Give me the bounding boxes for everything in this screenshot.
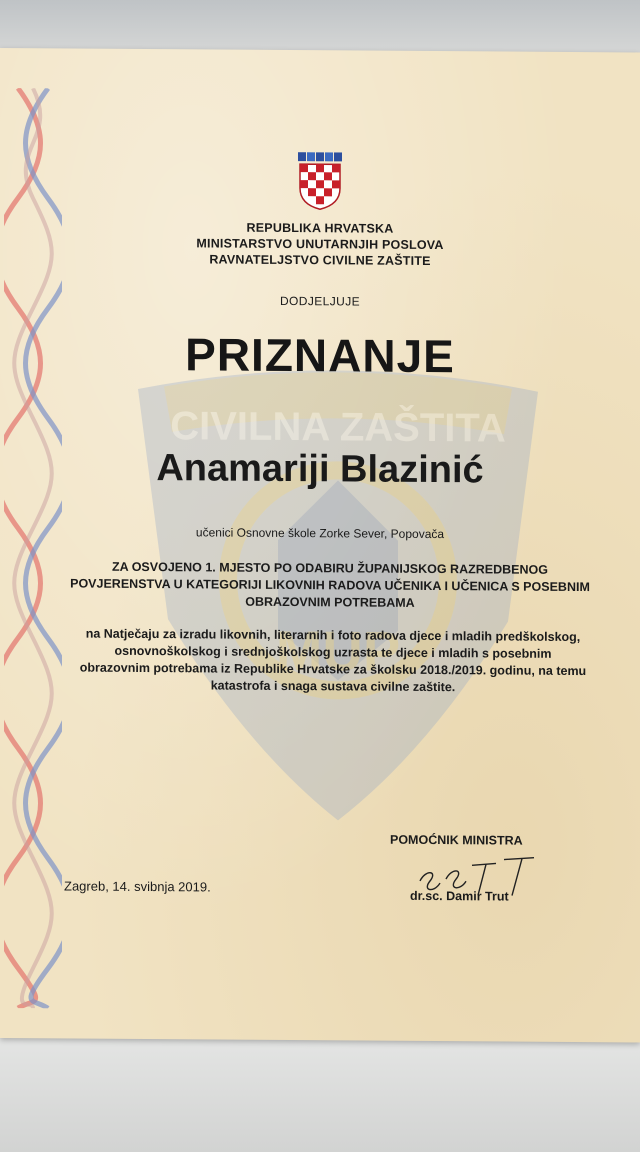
photo-backdrop-bottom	[0, 1035, 640, 1152]
recipient-school: učenici Osnovne škole Zorke Sever, Popovača	[195, 525, 445, 542]
issuer-line-directorate: RAVNATELJSTVO CIVILNE ZAŠTITE	[209, 252, 431, 269]
award-reason: ZA OSVOJENO 1. MJESTO PO ODABIRU ŽUPANIJSKOG RAZREDBENOG POVJERENSTVA U KATEGORIJI LIKOVNIH RADOVA UČENIKA I UČENICA S POSEBNIM OBRAZOVNIM POTREBAMA	[70, 559, 590, 610]
awards-label: DODJELJUJE	[279, 293, 360, 309]
recipient-name: Anamariji Blazinić	[156, 447, 484, 492]
issuer-line-republic: REPUBLIKA HRVATSKA	[246, 220, 394, 236]
croatian-coat-of-arms-icon	[296, 152, 344, 210]
braid-border-ornament	[4, 88, 62, 1008]
certificate-title: PRIZNANJE	[185, 328, 455, 383]
signer-role: POMOĆNIK MINISTRA	[390, 832, 523, 848]
certificate-sheet	[0, 48, 640, 1042]
issuer-line-ministry: MINISTARSTVO UNUTARNJIH POSLOVA	[196, 236, 444, 253]
competition-description: na Natječaju za izradu likovnih, literarnih i foto radova djece i mladih predškolskog, osnovnoškolskog i srednjoškolskog uzrasta te djece i mladih s posebnim obrazovnim potrebama iz Republike Hrvatske za školsku 2018./2019. godinu, na temu katastrofa i snaga sustava civilne zaštite.	[79, 626, 587, 695]
watermark-emblem-text: MUP	[275, 618, 401, 683]
watermark-arc-text: CIVILNA ZAŠTITA	[170, 404, 506, 451]
signer-name: dr.sc. Damir Trut	[410, 888, 509, 904]
issuer-header	[60, 218, 580, 270]
place-and-date: Zagreb, 14. svibnja 2019.	[64, 878, 211, 895]
